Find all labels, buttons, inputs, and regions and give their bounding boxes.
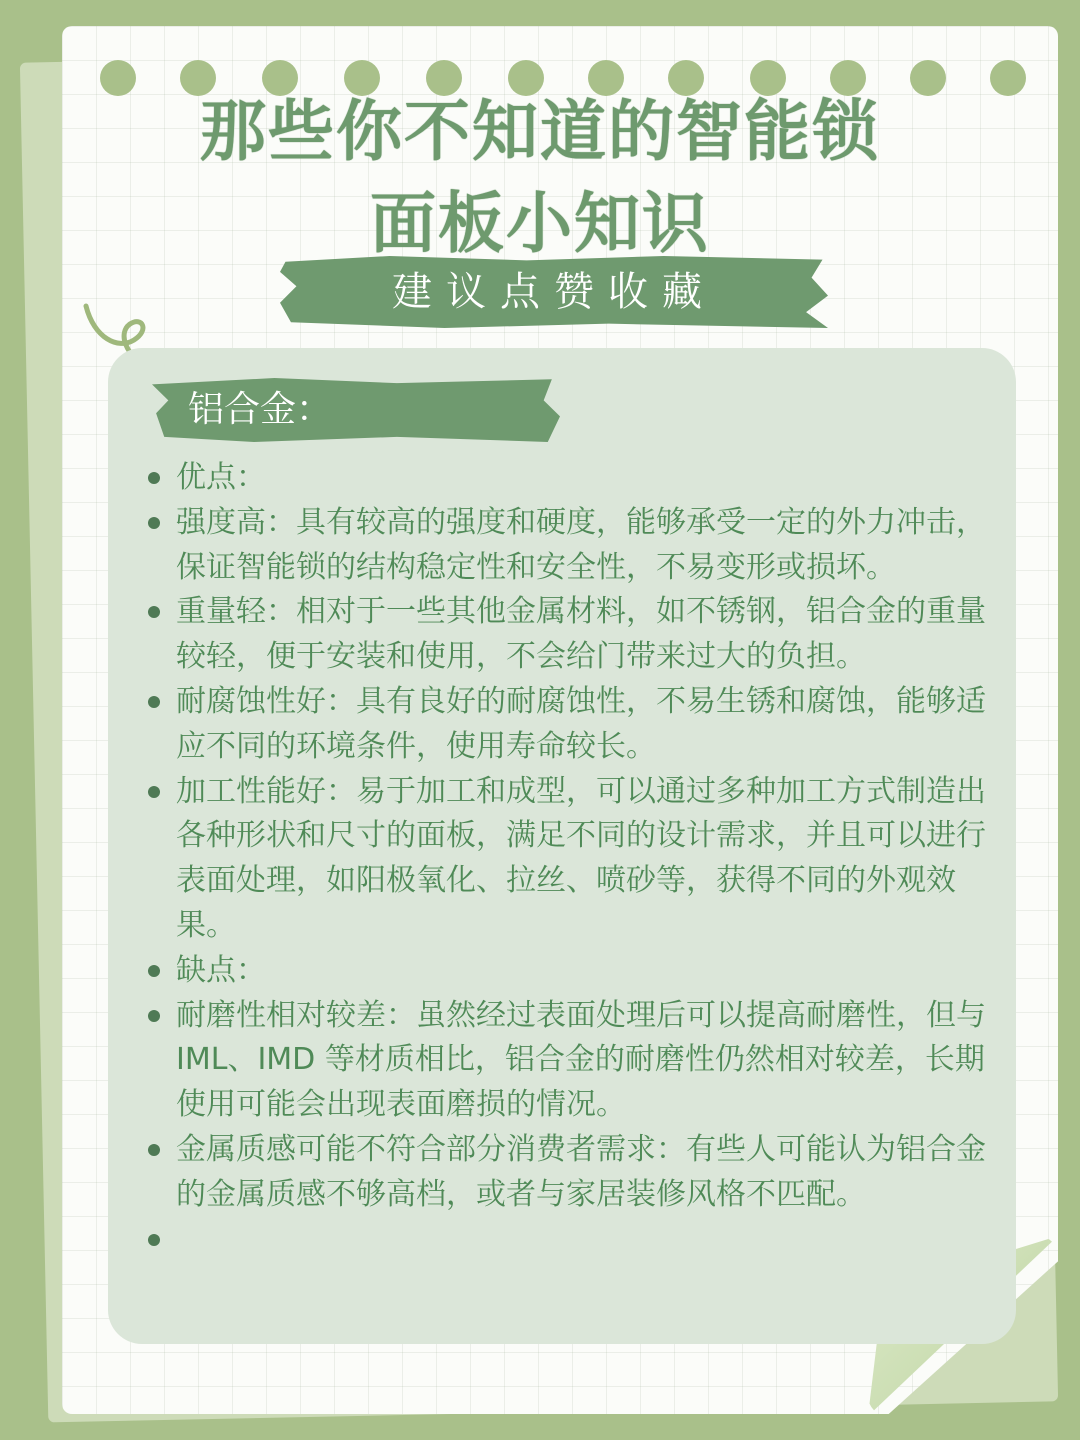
list-item: 耐磨性相对较差：虽然经过表面处理后可以提高耐磨性，但与 IML、IMD 等材质相比，铝合金的耐磨性仍然相对较差，长期使用可能会出现表面磨损的情况。 xyxy=(144,994,1004,1128)
subtitle-banner: 建议点赞收藏 xyxy=(392,269,716,315)
list-item-empty xyxy=(144,1218,1004,1263)
list-item: 重量轻：相对于一些其他金属材料，如不锈钢，铝合金的重量较轻，便于安装和使用，不会给门带来过大的负担。 xyxy=(144,590,1004,680)
feature-list xyxy=(144,456,1004,1262)
list-item: 金属质感可能不符合部分消费者需求：有些人可能认为铝合金的金属质感不够高档，或者与家居装修风格不匹配。 xyxy=(144,1128,1004,1218)
list-item: 耐腐蚀性好：具有良好的耐腐蚀性，不易生锈和腐蚀，能够适应不同的环境条件，使用寿命较长。 xyxy=(144,680,1004,770)
list-item-cons-heading: 缺点： xyxy=(144,949,1004,994)
section-tag: 铝合金： xyxy=(188,389,333,430)
page-title-line2: 面板小知识 xyxy=(370,185,710,262)
list-item-pros-heading: 优点： xyxy=(144,456,1004,501)
list-item: 强度高：具有较高的强度和硬度，能够承受一定的外力冲击，保证智能锁的结构稳定性和安全性，不易变形或损坏。 xyxy=(144,501,1004,591)
list-item: 加工性能好：易于加工和成型，可以通过多种加工方式制造出各种形状和尺寸的面板，满足不同的设计需求，并且可以进行表面处理，如阳极氧化、拉丝、喷砂等，获得不同的外观效果。 xyxy=(144,770,1004,949)
page-title-line1: 那些你不知道的智能锁 xyxy=(200,93,880,170)
